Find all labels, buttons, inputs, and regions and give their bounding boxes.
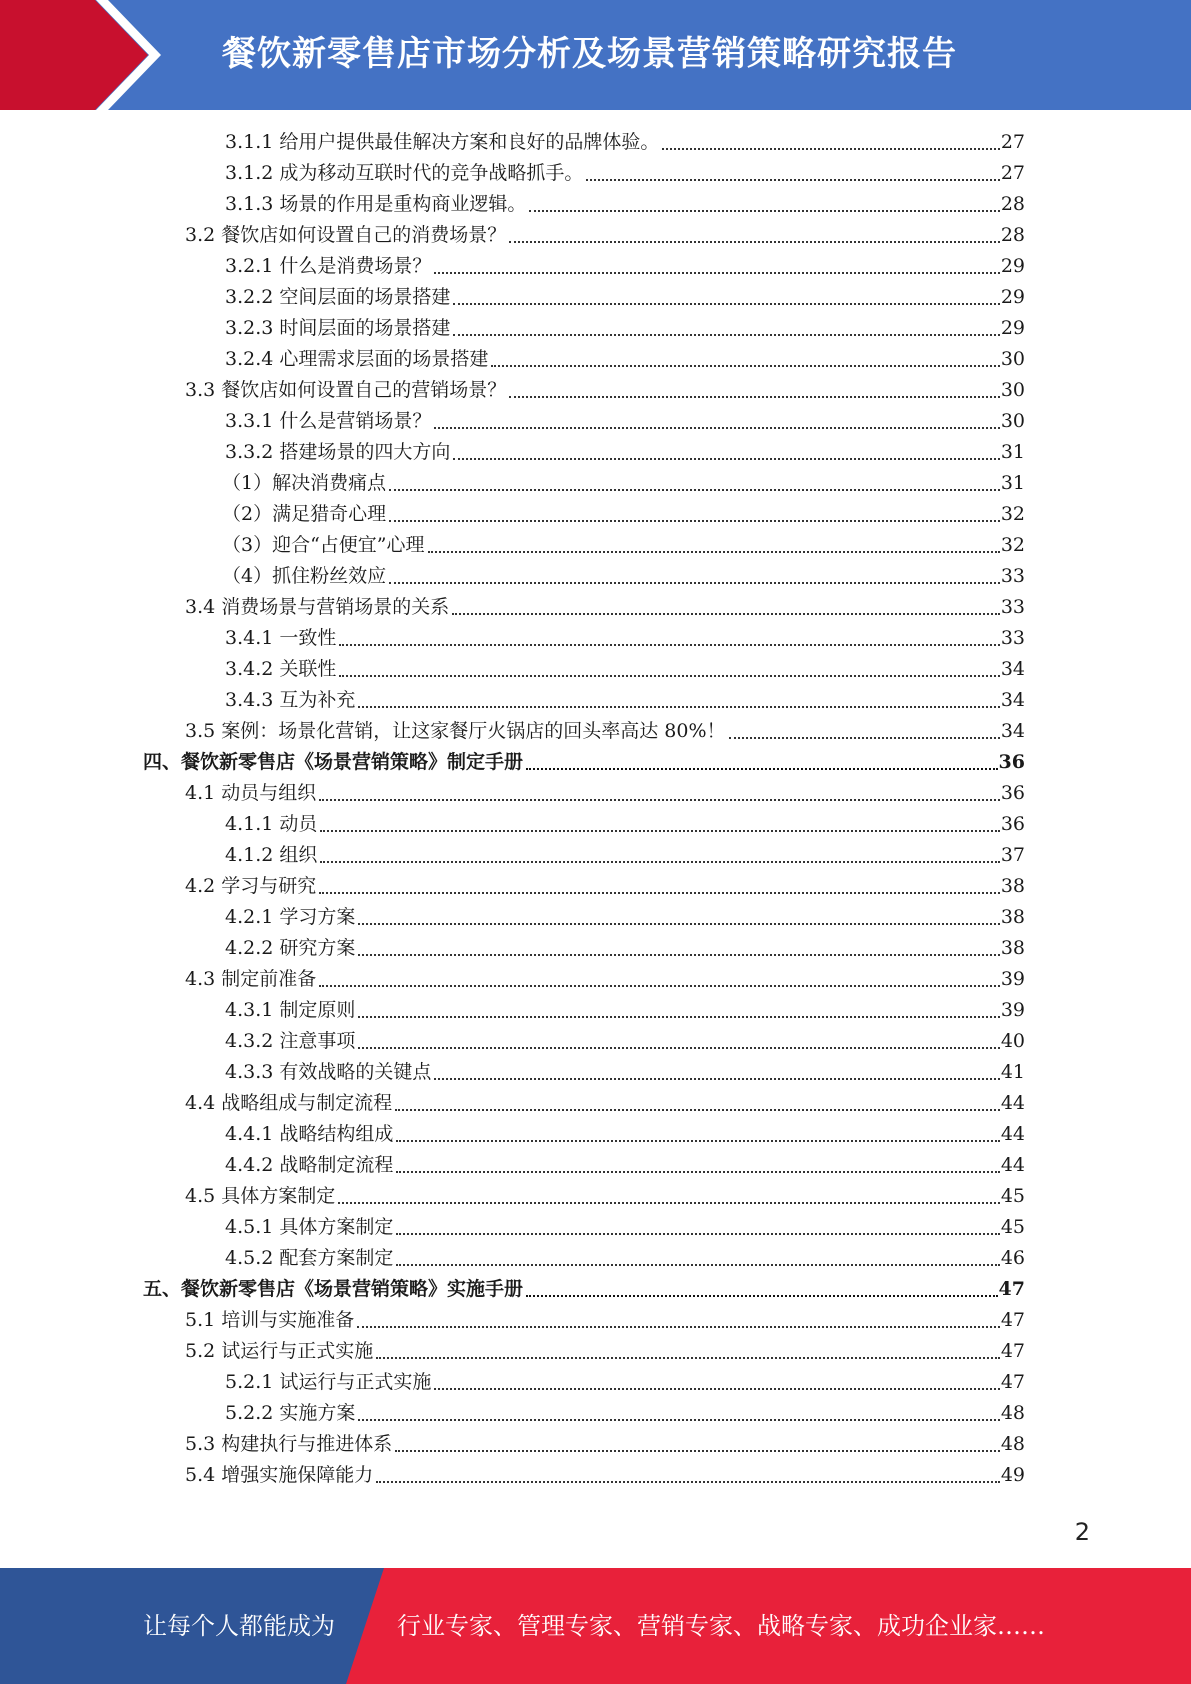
toc-entry-page: 29 [1000, 255, 1025, 277]
toc-dot-leader [358, 1037, 999, 1049]
toc-dot-leader [434, 417, 999, 429]
toc-dot-leader [319, 975, 1000, 987]
toc-entry-page: 45 [1000, 1216, 1025, 1238]
toc-entry[interactable] [185, 1088, 1025, 1119]
toc-dot-leader [529, 200, 999, 212]
toc-dot-leader [320, 851, 999, 863]
toc-entry-page: 29 [1000, 286, 1025, 308]
toc-entry-page: 27 [1000, 131, 1025, 153]
toc-entry-page: 34 [1000, 720, 1025, 742]
toc-entry-label: 4.5.2 配套方案制定 [225, 1247, 394, 1269]
toc-dot-leader [319, 789, 1000, 801]
toc-dot-leader [358, 1409, 999, 1421]
toc-entry[interactable] [225, 809, 1025, 840]
toc-entry-page: 46 [1000, 1247, 1025, 1269]
toc-entry[interactable] [225, 1367, 1025, 1398]
toc-entry-page: 38 [1000, 875, 1025, 897]
toc-entry-label: 4.2.2 研究方案 [225, 937, 356, 959]
toc-entry-page: 44 [1000, 1154, 1025, 1176]
toc-entry-label: 4.5.1 具体方案制定 [225, 1216, 394, 1238]
toc-entry-page: 47 [1000, 1309, 1025, 1331]
toc-entry-label: 5.2.1 试运行与正式实施 [225, 1371, 432, 1393]
toc-dot-leader [434, 262, 999, 274]
toc-dot-leader [396, 1254, 999, 1266]
toc-entry-label: （4）抓住粉丝效应 [222, 565, 387, 587]
toc-entry-page: 49 [1000, 1464, 1025, 1486]
toc-entry[interactable] [225, 1026, 1025, 1057]
toc-entry-page: 36 [998, 751, 1025, 773]
toc-entry[interactable] [143, 1274, 1025, 1305]
toc-entry-page: 47 [998, 1278, 1025, 1300]
toc-entry-page: 32 [1000, 503, 1025, 525]
toc-entry-label: 4.3.2 注意事项 [225, 1030, 356, 1052]
toc-entry[interactable] [225, 158, 1025, 189]
toc-dot-leader [428, 541, 1000, 553]
footer-tagline: 行业专家、管理专家、营销专家、战略专家、成功企业家…… [397, 1612, 1045, 1640]
toc-entry-label: 5.3 构建执行与推进体系 [185, 1433, 393, 1455]
toc-entry-label: 4.1.1 动员 [225, 813, 318, 835]
toc-entry-label: 3.2.3 时间层面的场景搭建 [225, 317, 451, 339]
toc-dot-leader [376, 1471, 1000, 1483]
toc-dot-leader [491, 355, 999, 367]
toc-entry[interactable] [225, 437, 1025, 468]
toc-dot-leader [396, 1130, 999, 1142]
toc-entry[interactable] [185, 1460, 1025, 1491]
toc-entry-page: 41 [1000, 1061, 1025, 1083]
toc-entry-page: 44 [1000, 1123, 1025, 1145]
toc-entry-label: 3.1.3 场景的作用是重构商业逻辑。 [225, 193, 527, 215]
toc-entry-label: 4.3.3 有效战略的关键点 [225, 1061, 432, 1083]
page-number: 2 [1074, 1518, 1090, 1546]
toc-entry-label: 5.2.2 实施方案 [225, 1402, 356, 1424]
toc-entry-page: 33 [1000, 596, 1025, 618]
toc-entry-label: 4.3 制定前准备 [185, 968, 317, 990]
toc-dot-leader [509, 231, 1000, 243]
toc-entry[interactable] [225, 933, 1025, 964]
toc-dot-leader [526, 1285, 998, 1297]
toc-entry[interactable] [185, 964, 1025, 995]
toc-entry-page: 38 [1000, 937, 1025, 959]
toc-entry-page: 31 [1000, 441, 1025, 463]
toc-entry[interactable] [185, 871, 1025, 902]
toc-entry[interactable] [185, 778, 1025, 809]
toc-entry-page: 44 [1000, 1092, 1025, 1114]
toc-entry[interactable] [225, 654, 1025, 685]
toc-entry-page: 48 [1000, 1433, 1025, 1455]
toc-entry-page: 47 [1000, 1340, 1025, 1362]
toc-entry-label: 4.3.1 制定原则 [225, 999, 356, 1021]
toc-entry[interactable] [222, 530, 1025, 561]
toc-entry[interactable] [185, 1305, 1025, 1336]
toc-dot-leader [395, 1099, 1000, 1111]
toc-entry-label: 3.5 案例：场景化营销，让这家餐厅火锅店的回头率高达 80%！ [185, 720, 726, 742]
toc-entry-page: 28 [1000, 193, 1025, 215]
toc-entry-page: 37 [1000, 844, 1025, 866]
toc-dot-leader [396, 1161, 999, 1173]
toc-entry-page: 34 [1000, 658, 1025, 680]
toc-entry-label: 3.4.3 互为补充 [225, 689, 356, 711]
toc-entry-page: 39 [1000, 999, 1025, 1021]
toc-entry-page: 27 [1000, 162, 1025, 184]
toc-entry-page: 45 [1000, 1185, 1025, 1207]
toc-entry[interactable] [225, 685, 1025, 716]
toc-entry-label: 4.4.1 战略结构组成 [225, 1123, 394, 1145]
toc-entry-page: 32 [1000, 534, 1025, 556]
toc-entry[interactable] [225, 623, 1025, 654]
toc-dot-leader [339, 665, 999, 677]
toc-entry-page: 40 [1000, 1030, 1025, 1052]
toc-entry-label: 3.2 餐饮店如何设置自己的消费场景？ [185, 224, 507, 246]
toc-entry[interactable] [143, 747, 1025, 778]
toc-entry-label: 3.3 餐饮店如何设置自己的营销场景？ [185, 379, 507, 401]
toc-entry[interactable] [185, 1336, 1025, 1367]
toc-entry-label: （2）满足猎奇心理 [222, 503, 387, 525]
toc-entry-label: 4.5 具体方案制定 [185, 1185, 336, 1207]
toc-entry-label: 3.4.2 关联性 [225, 658, 337, 680]
toc-entry-label: 3.4 消费场景与营销场景的关系 [185, 596, 450, 618]
toc-dot-leader [358, 1006, 999, 1018]
toc-entry-label: 3.3.1 什么是营销场景？ [225, 410, 432, 432]
toc-dot-leader [526, 758, 998, 770]
toc-entry[interactable] [225, 1150, 1025, 1181]
toc-dot-leader [396, 1223, 999, 1235]
toc-entry[interactable] [225, 251, 1025, 282]
toc-entry[interactable] [185, 592, 1025, 623]
toc-entry[interactable] [185, 375, 1025, 406]
toc-entry-page: 36 [1000, 813, 1025, 835]
toc-dot-leader [452, 603, 1000, 615]
toc-entry-label: 4.4.2 战略制定流程 [225, 1154, 394, 1176]
toc-entry[interactable] [225, 902, 1025, 933]
toc-entry[interactable] [222, 468, 1025, 499]
toc-entry[interactable] [225, 344, 1025, 375]
toc-entry[interactable] [225, 127, 1025, 158]
toc-entry-page: 30 [1000, 379, 1025, 401]
toc-entry-page: 36 [1000, 782, 1025, 804]
toc-dot-leader [389, 510, 1000, 522]
toc-entry-page: 31 [1000, 472, 1025, 494]
toc-entry-label: 五、餐饮新零售店《场景营销策略》实施手册 [143, 1278, 524, 1300]
toc-dot-leader [358, 913, 999, 925]
toc-entry[interactable] [225, 1398, 1025, 1429]
toc-dot-leader [338, 1192, 1000, 1204]
toc-entry-page: 39 [1000, 968, 1025, 990]
toc-entry[interactable] [225, 406, 1025, 437]
toc-entry-label: 4.1 动员与组织 [185, 782, 317, 804]
toc-entry-label: 5.4 增强实施保障能力 [185, 1464, 374, 1486]
toc-entry[interactable] [225, 282, 1025, 313]
toc-entry-page: 33 [1000, 565, 1025, 587]
toc-entry[interactable] [222, 499, 1025, 530]
toc-entry[interactable] [225, 1243, 1025, 1274]
toc-entry-label: 5.1 培训与实施准备 [185, 1309, 355, 1331]
toc-entry-label: 4.2.1 学习方案 [225, 906, 356, 928]
toc-entry-label: 4.1.2 组织 [225, 844, 318, 866]
toc-dot-leader [339, 634, 999, 646]
toc-dot-leader [453, 293, 999, 305]
toc-entry-page: 30 [1000, 410, 1025, 432]
toc-entry-label: 4.4 战略组成与制定流程 [185, 1092, 393, 1114]
toc-dot-leader [453, 448, 999, 460]
toc-dot-leader [662, 138, 999, 150]
toc-entry[interactable] [185, 1429, 1025, 1460]
toc-entry[interactable] [225, 1119, 1025, 1150]
toc-entry[interactable] [185, 1181, 1025, 1212]
toc-entry-label: 3.2.1 什么是消费场景？ [225, 255, 432, 277]
toc-entry-label: 3.1.2 成为移动互联时代的竞争战略抓手。 [225, 162, 584, 184]
toc-entry[interactable] [222, 561, 1025, 592]
toc-dot-leader [395, 1440, 1000, 1452]
toc-dot-leader [357, 1316, 1000, 1328]
toc-dot-leader [319, 882, 1000, 894]
toc-entry-label: 3.3.2 搭建场景的四大方向 [225, 441, 451, 463]
toc-entry-page: 34 [1000, 689, 1025, 711]
toc-entry[interactable] [225, 840, 1025, 871]
toc-entry[interactable] [185, 716, 1025, 747]
document-title: 餐饮新零售店市场分析及场景营销策略研究报告 [222, 34, 957, 74]
toc-dot-leader [729, 727, 1000, 739]
toc-dot-leader [376, 1347, 1000, 1359]
toc-entry-label: 4.2 学习与研究 [185, 875, 317, 897]
footer-slogan: 让每个人都能成为 [143, 1612, 335, 1640]
toc-entry[interactable] [225, 995, 1025, 1026]
toc-entry-page: 28 [1000, 224, 1025, 246]
toc-entry-label: 3.1.1 给用户提供最佳解决方案和良好的品牌体验。 [225, 131, 660, 153]
toc-entry-label: （3）迎合“占便宜”心理 [222, 534, 425, 556]
toc-dot-leader [434, 1068, 999, 1080]
toc-entry[interactable] [225, 189, 1025, 220]
toc-entry-page: 38 [1000, 906, 1025, 928]
page-header [0, 0, 1191, 110]
toc-dot-leader [453, 324, 999, 336]
toc-entry-page: 33 [1000, 627, 1025, 649]
toc-entry-label: 3.2.4 心理需求层面的场景搭建 [225, 348, 489, 370]
toc-entry-label: 5.2 试运行与正式实施 [185, 1340, 374, 1362]
toc-entry-page: 48 [1000, 1402, 1025, 1424]
toc-dot-leader [586, 169, 999, 181]
toc-entry-label: 3.4.1 一致性 [225, 627, 337, 649]
toc-entry[interactable] [185, 220, 1025, 251]
toc-dot-leader [389, 479, 1000, 491]
toc-dot-leader [358, 696, 999, 708]
toc-entry-page: 47 [1000, 1371, 1025, 1393]
toc-dot-leader [509, 386, 1000, 398]
toc-entry[interactable] [225, 313, 1025, 344]
toc-dot-leader [320, 820, 999, 832]
toc-entry[interactable] [225, 1057, 1025, 1088]
toc-entry-label: 四、餐饮新零售店《场景营销策略》制定手册 [143, 751, 524, 773]
toc-dot-leader [434, 1378, 999, 1390]
toc-entry-page: 30 [1000, 348, 1025, 370]
toc-entry-label: 3.2.2 空间层面的场景搭建 [225, 286, 451, 308]
toc-entry[interactable] [225, 1212, 1025, 1243]
toc-entry-label: （1）解决消费痛点 [222, 472, 387, 494]
page-footer [0, 1568, 1191, 1684]
toc-dot-leader [358, 944, 999, 956]
toc-entry-page: 29 [1000, 317, 1025, 339]
toc-dot-leader [389, 572, 1000, 584]
